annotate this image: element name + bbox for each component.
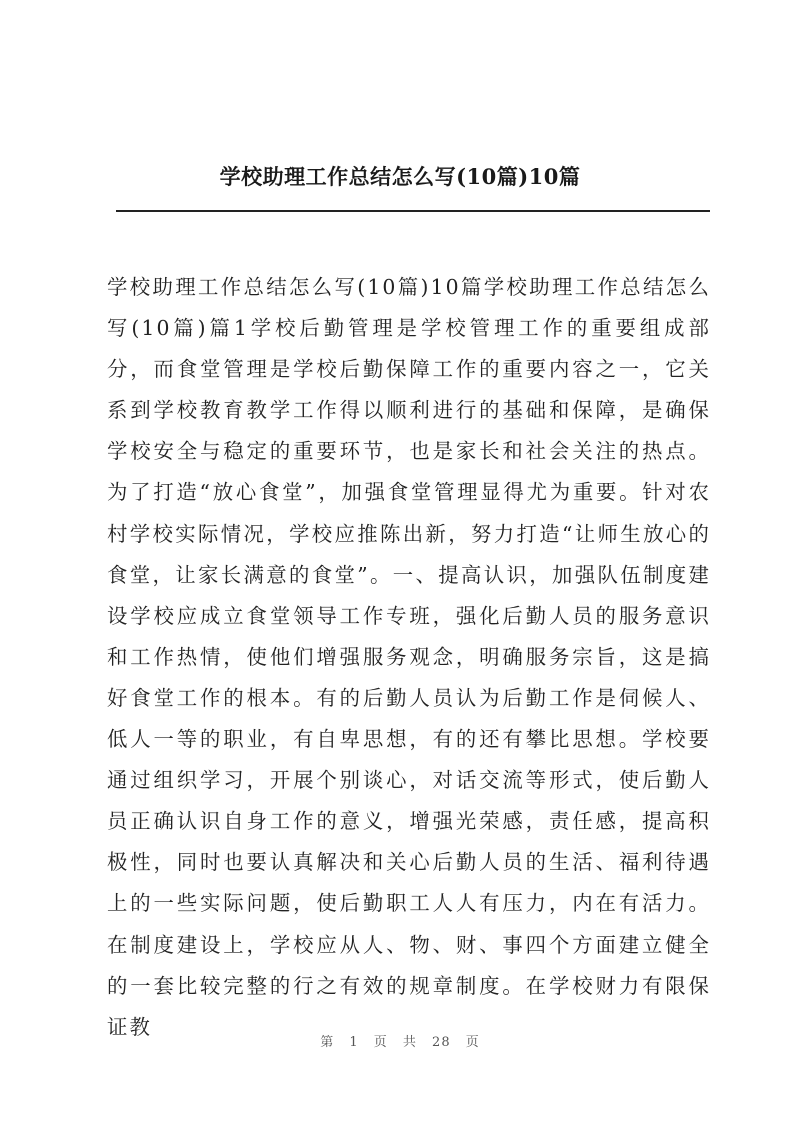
title-divider bbox=[116, 210, 710, 212]
page-number-footer: 第 1 页 共 28 页 bbox=[320, 1035, 480, 1050]
document-title: 学校助理工作总结怎么写(10篇)10篇 bbox=[219, 164, 581, 189]
document-body: 学校助理工作总结怎么写(10篇)10篇学校助理工作总结怎么写(10篇)篇1学校后勤管理是学校管理工作的重要组成部分，而食堂管理是学校后勤保障工作的重要内容之一，它关系到学校教育教学工作得以顺利进行的基础和保障，是确保学校安全与稳定的重要环节，也是家长和社会关注的热点。为了打造“放心食堂”，加强食堂管理显得尤为重要。针对农村学校实际情况，学校应推陈出新，努力打造“让师生放心的食堂，让家长满意的食堂”。一、提高认识，加强队伍制度建设学校应成立食堂领导工作专班，强化后勤人员的服务意识和工作热情，使他们增强服务观念，明确服务宗旨，这是搞好食堂工作的根本。有的后勤人员认为后勤工作是伺候人、低人一等的职业，有自卑思想，有的还有攀比思想。学校要通过组织学习，开展个别谈心，对话交流等形式，使后勤人员正确认识自身工作的意义，增强光荣感，责任感，提高积极性，同时也要认真解决和关心后勤人员的生活、福利待遇上的一些实际问题，使后勤职工人人有压力，内在有活力。在制度建设上，学校应从人、物、财、事四个方面建立健全的一套比较完整的行之有效的规章制度。在学校财力有限保证教 bbox=[107, 275, 711, 1039]
